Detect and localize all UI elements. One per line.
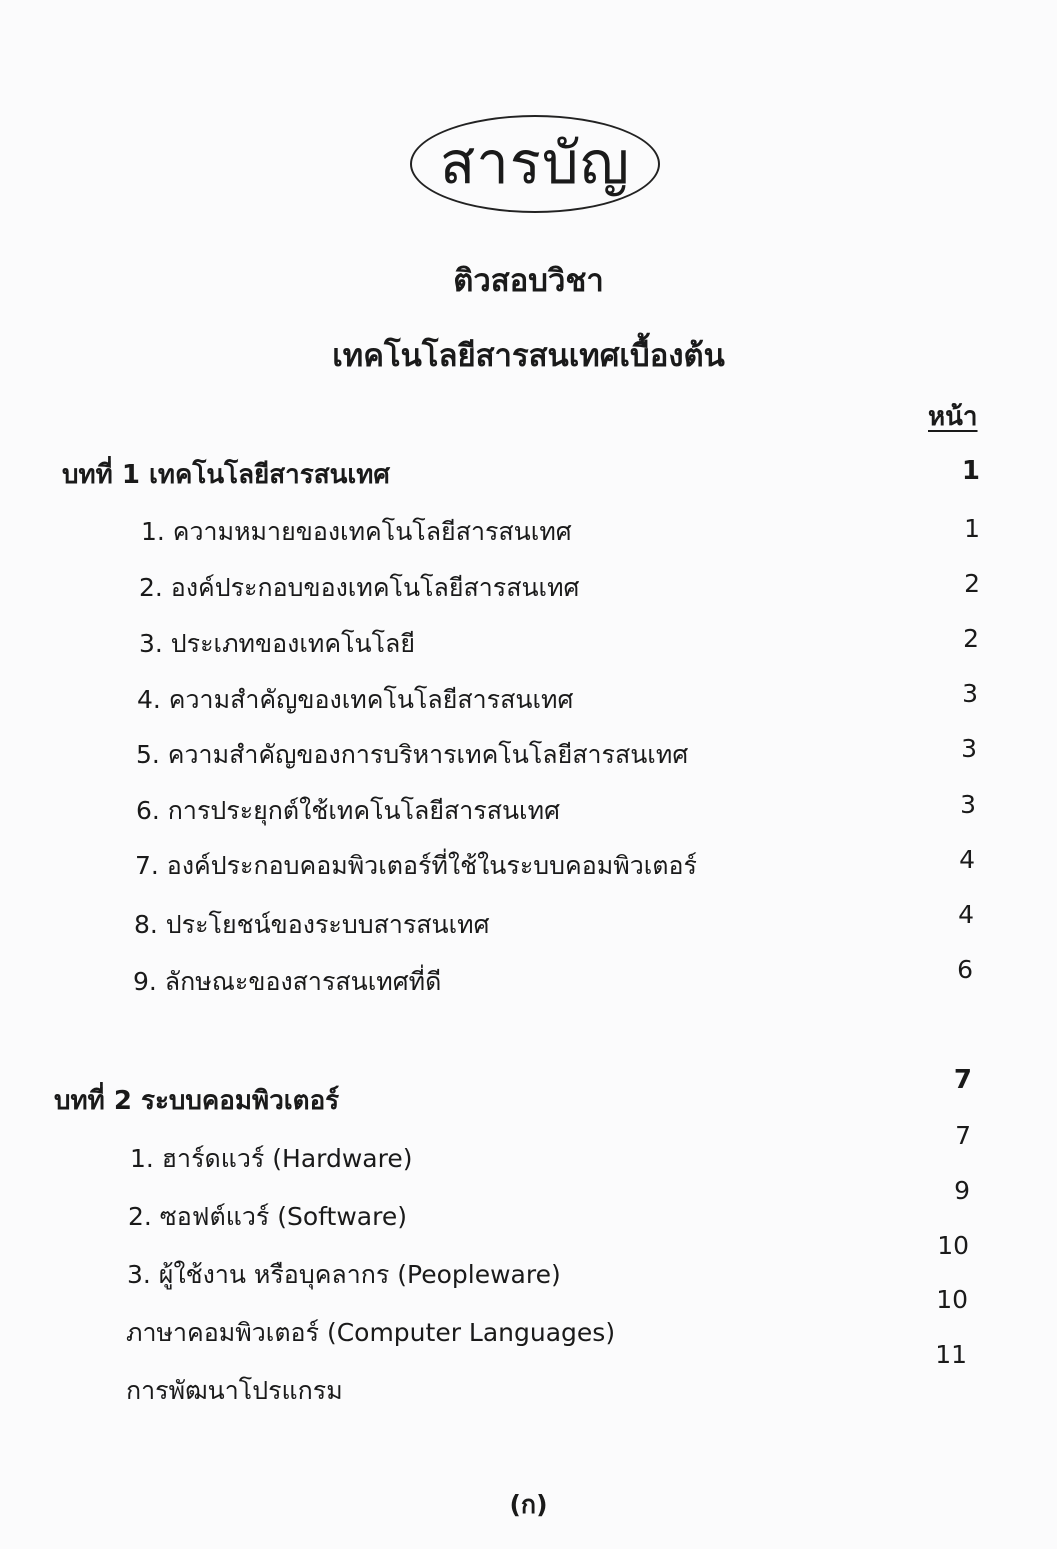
toc-item: 1. ฮาร์ดแวร์ (Hardware)	[130, 1144, 413, 1173]
toc-item-page: 1	[964, 514, 980, 543]
toc-item-page: 2	[963, 624, 979, 653]
toc-item: 4. ความสำคัญของเทคโนโลยีสารสนเทศ	[137, 685, 574, 714]
toc-item: 9. ลักษณะของสารสนเทศที่ดี	[133, 967, 442, 996]
toc-item-page: 6	[957, 955, 973, 984]
page-title: สารบัญ	[439, 129, 631, 197]
toc-item: 2. ซอฟต์แวร์ (Software)	[128, 1202, 407, 1231]
toc-item: 7. องค์ประกอบคอมพิวเตอร์ที่ใช้ในระบบคอมพิวเตอร์	[135, 851, 697, 880]
toc-item-page: 7	[955, 1121, 971, 1150]
toc-item-page: 4	[959, 845, 975, 874]
toc-item-page: 2	[964, 569, 980, 598]
toc-item-page: 3	[961, 734, 977, 763]
page-number-footer: (ก)	[509, 1490, 548, 1519]
toc-item-page: 9	[954, 1176, 970, 1205]
toc-item: 3. ผู้ใช้งาน หรือบุคลากร (Peopleware)	[127, 1260, 561, 1289]
chapter-2-page: 7	[953, 1065, 972, 1095]
toc-item-page: 10	[936, 1285, 968, 1314]
toc-item: 1. ความหมายของเทคโนโลยีสารสนเทศ	[141, 517, 572, 546]
toc-item: การพัฒนาโปรแกรม	[126, 1376, 343, 1405]
toc-item-page: 4	[958, 900, 974, 929]
chapter-1-title: บทที่ 1 เทคโนโลยีสารสนเทศ	[62, 460, 390, 490]
toc-item: 6. การประยุกต์ใช้เทคโนโลยีสารสนเทศ	[136, 796, 560, 825]
toc-item: 8. ประโยชน์ของระบบสารสนเทศ	[134, 910, 490, 939]
subtitle-course-prep: ติวสอบวิชา	[453, 263, 604, 299]
toc-item: 5. ความสำคัญของการบริหารเทคโนโลยีสารสนเทศ	[136, 740, 689, 769]
subtitle-course-name: เทคโนโลยีสารสนเทศเบื้องต้น	[332, 338, 725, 374]
toc-item-page: 11	[935, 1340, 967, 1369]
toc-item: ภาษาคอมพิวเตอร์ (Computer Languages)	[126, 1318, 616, 1347]
chapter-1-page: 1	[961, 456, 980, 486]
toc-item-page: 3	[960, 790, 976, 819]
toc-item-page: 10	[937, 1231, 969, 1260]
toc-item-page: 3	[962, 679, 978, 708]
chapter-2-title: บทที่ 2 ระบบคอมพิวเตอร์	[54, 1086, 340, 1116]
toc-item: 3. ประเภทของเทคโนโลยี	[139, 629, 416, 658]
toc-item: 2. องค์ประกอบของเทคโนโลยีสารสนเทศ	[139, 573, 580, 602]
page-column-header: หน้า	[928, 402, 978, 432]
